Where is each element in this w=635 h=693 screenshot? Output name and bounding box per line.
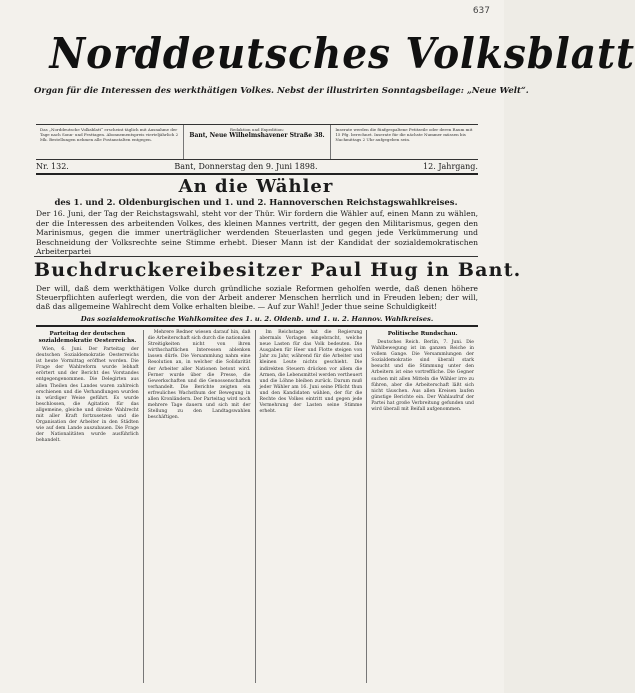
candidate-headline: Buchdruckereibesitzer Paul Hug in Bant. bbox=[34, 256, 478, 283]
appeal-text: Der 16. Juni, der Tag der Reichstagswahl, steht vor der Thür. Wir fordern die Wähler auf, einen Mann zu wählen, der die Interessen des arbeitenden Volkes, des kleinen Mannes vertritt, der gegen den Militarismus, gegen den Marinismus, gegen die immer unerträglicher werdenden Steuerlasten und gegen jede Verkümmerung und Beschneidung der Volksrechte seine Stimme erhebt. Dieser Mann ist der Kandidat der sozialdemokratischen Arbeiterpartei bbox=[36, 209, 478, 256]
article-column bbox=[366, 330, 478, 683]
appeal-headline-sub: des 1. und 2. Oldenburgischen und 1. und 2. Hannoverschen Reichstagswahlkreises. bbox=[54, 198, 458, 208]
candidate-text: Der will, daß dem werkthätigen Volke durch gründliche soziale Reformen geholfen werde, daß denen höhere Steuerpflichten auferlegt werden, die von der Arbeit anderer Menschen herrlich und in Freuden leben; der will, daß das allgemeine Wahlrecht dem Volke erhalten bleibe. — Auf zur Wahl! Jeder thue seine Schuldigkeit! bbox=[36, 284, 478, 311]
column-body: Wien, 6. Juni. Der Parteitag der deutschen Sozialdemokratie Oesterreichs ist heute Vormittag eröffnet worden. Die Frage der Wahlreform wurde lebhaft erörtert und der Bericht des Vorstandes entgegengenommen. Die Delegirten aus allen Theilen des Landes waren zahlreich erschienen und die Verhandlungen wurden in würdiger Weise geführt. Es wurde beschlossen, die Agitation für das allgemeine, gleiche und direkte Wahlrecht mit aller Kraft fortzusetzen und die Organisation der Arbeiter in den Städten wie auf dem Lande auszubauen. Die Frage der Nationalitäten wurde ausführlich behandelt. bbox=[36, 347, 139, 444]
masthead bbox=[34, 22, 635, 102]
newspaper-subtitle: Organ für die Interessen des werkthätigen Volkes. Nebst der illustrirten Sonntagsbeilage: „Neue Welt“. bbox=[34, 86, 529, 96]
article-column bbox=[36, 330, 143, 683]
appeal-headline-main: An die Wähler bbox=[178, 176, 334, 197]
info-bar bbox=[36, 124, 478, 160]
page-number: 637 bbox=[472, 6, 490, 16]
appeal-headline bbox=[34, 176, 478, 209]
editorial-office-address: Bant, Neue Wilhelmshavener Straße 38. bbox=[189, 132, 325, 139]
volume-year: 12. Jahrgang. bbox=[423, 162, 478, 171]
dateline bbox=[36, 160, 478, 175]
newspaper-title: Norddeutsches Volksblatt bbox=[49, 29, 635, 78]
column-body: Im Reichstage hat die Regierung abermals Vorlagen eingebracht, welche neue Lasten für das Volk bedeuten. Die Ausgaben für Heer und Flotte steigen von Jahr zu Jahr, während für die Arbeiter und kleinen Leute nichts geschieht. Die indirekten Steuern drücken vor allem die Armen, die Lebensmittel werden vertheuert und die Löhne bleiben zurück. Darum muß jeder Wähler am 16. Juni seine Pflicht thun und den Kandidaten wählen, der für die Rechte des Volkes eintritt und gegen jede Vermehrung der Lasten seine Stimme erhebt. bbox=[259, 330, 363, 415]
article-columns bbox=[36, 330, 478, 683]
editorial-office bbox=[183, 125, 332, 159]
committee-signature: Das sozialdemokratische Wahlkomitee des 1. u. 2. Oldenb. und 1. u. 2. Hannov. Wahlkreises. bbox=[36, 315, 478, 327]
column-body: Mehrere Redner wiesen darauf hin, daß die Arbeiterschaft sich durch die nationalen Streitigkeiten nicht von ihren wirthschaftlichen Interessen ablenken lassen dürfe. Die Versammlung nahm eine Resolution an, in welcher die Solidarität der Arbeiter aller Nationen betont wird. Ferner wurde über die Presse, die Gewerkschaften und die Genossenschaften verhandelt. Die Berichte zeigten ein erfreuliches Wachsthum der Bewegung in allen Kronländern. Der Parteitag wird noch mehrere Tage dauern und sich mit der Stellung zu den Landtagswahlen beschäftigen. bbox=[147, 330, 251, 421]
article-column bbox=[143, 330, 255, 683]
issue-date: Bant, Donnerstag den 9. Juni 1898. bbox=[174, 162, 318, 171]
advertising-info: Inserate werden die fünfgespaltene Petitzeile oder deren Raum mit 15 Pfg. berechnet. Inserate für die nächste Nummer müssen bis Nachmittags 2 Uhr aufgegeben sein. bbox=[335, 127, 473, 142]
article-column bbox=[255, 330, 367, 683]
column-body: Deutsches Reich. Berlin, 7. Juni. Die Wahlbewegung ist im ganzen Reiche in vollem Gange. Die Versammlungen der Sozialdemokratie sind überall stark besucht und die Stimmung unter den Arbeitern ist eine vortreffliche. Die Gegner suchen mit allen Mitteln die Wähler irre zu führen, aber die Arbeiterschaft läßt sich nicht täuschen. Aus allen Kreisen laufen günstige Berichte ein. Der Wahlaufruf der Partei hat große Verbreitung gefunden und wird überall mit Beifall aufgenommen. bbox=[371, 340, 474, 413]
subscription-info: Das „Norddeutsche Volksblatt“ erscheint täglich mit Ausnahme der Tage nach Sonn- und Festtagen. Abonnementspreis vierteljährlich 2 Mk. Bestellungen nehmen alle Postanstalten entgegen. bbox=[40, 127, 179, 142]
column-heading: Politische Rundschau. bbox=[387, 331, 458, 337]
issue-number: Nr. 132. bbox=[36, 162, 69, 171]
editorial-office-label: Redaktion und Expedition: bbox=[229, 127, 285, 132]
column-heading: Parteitag der deutschen sozialdemokratie Oesterreichs. bbox=[38, 331, 137, 344]
